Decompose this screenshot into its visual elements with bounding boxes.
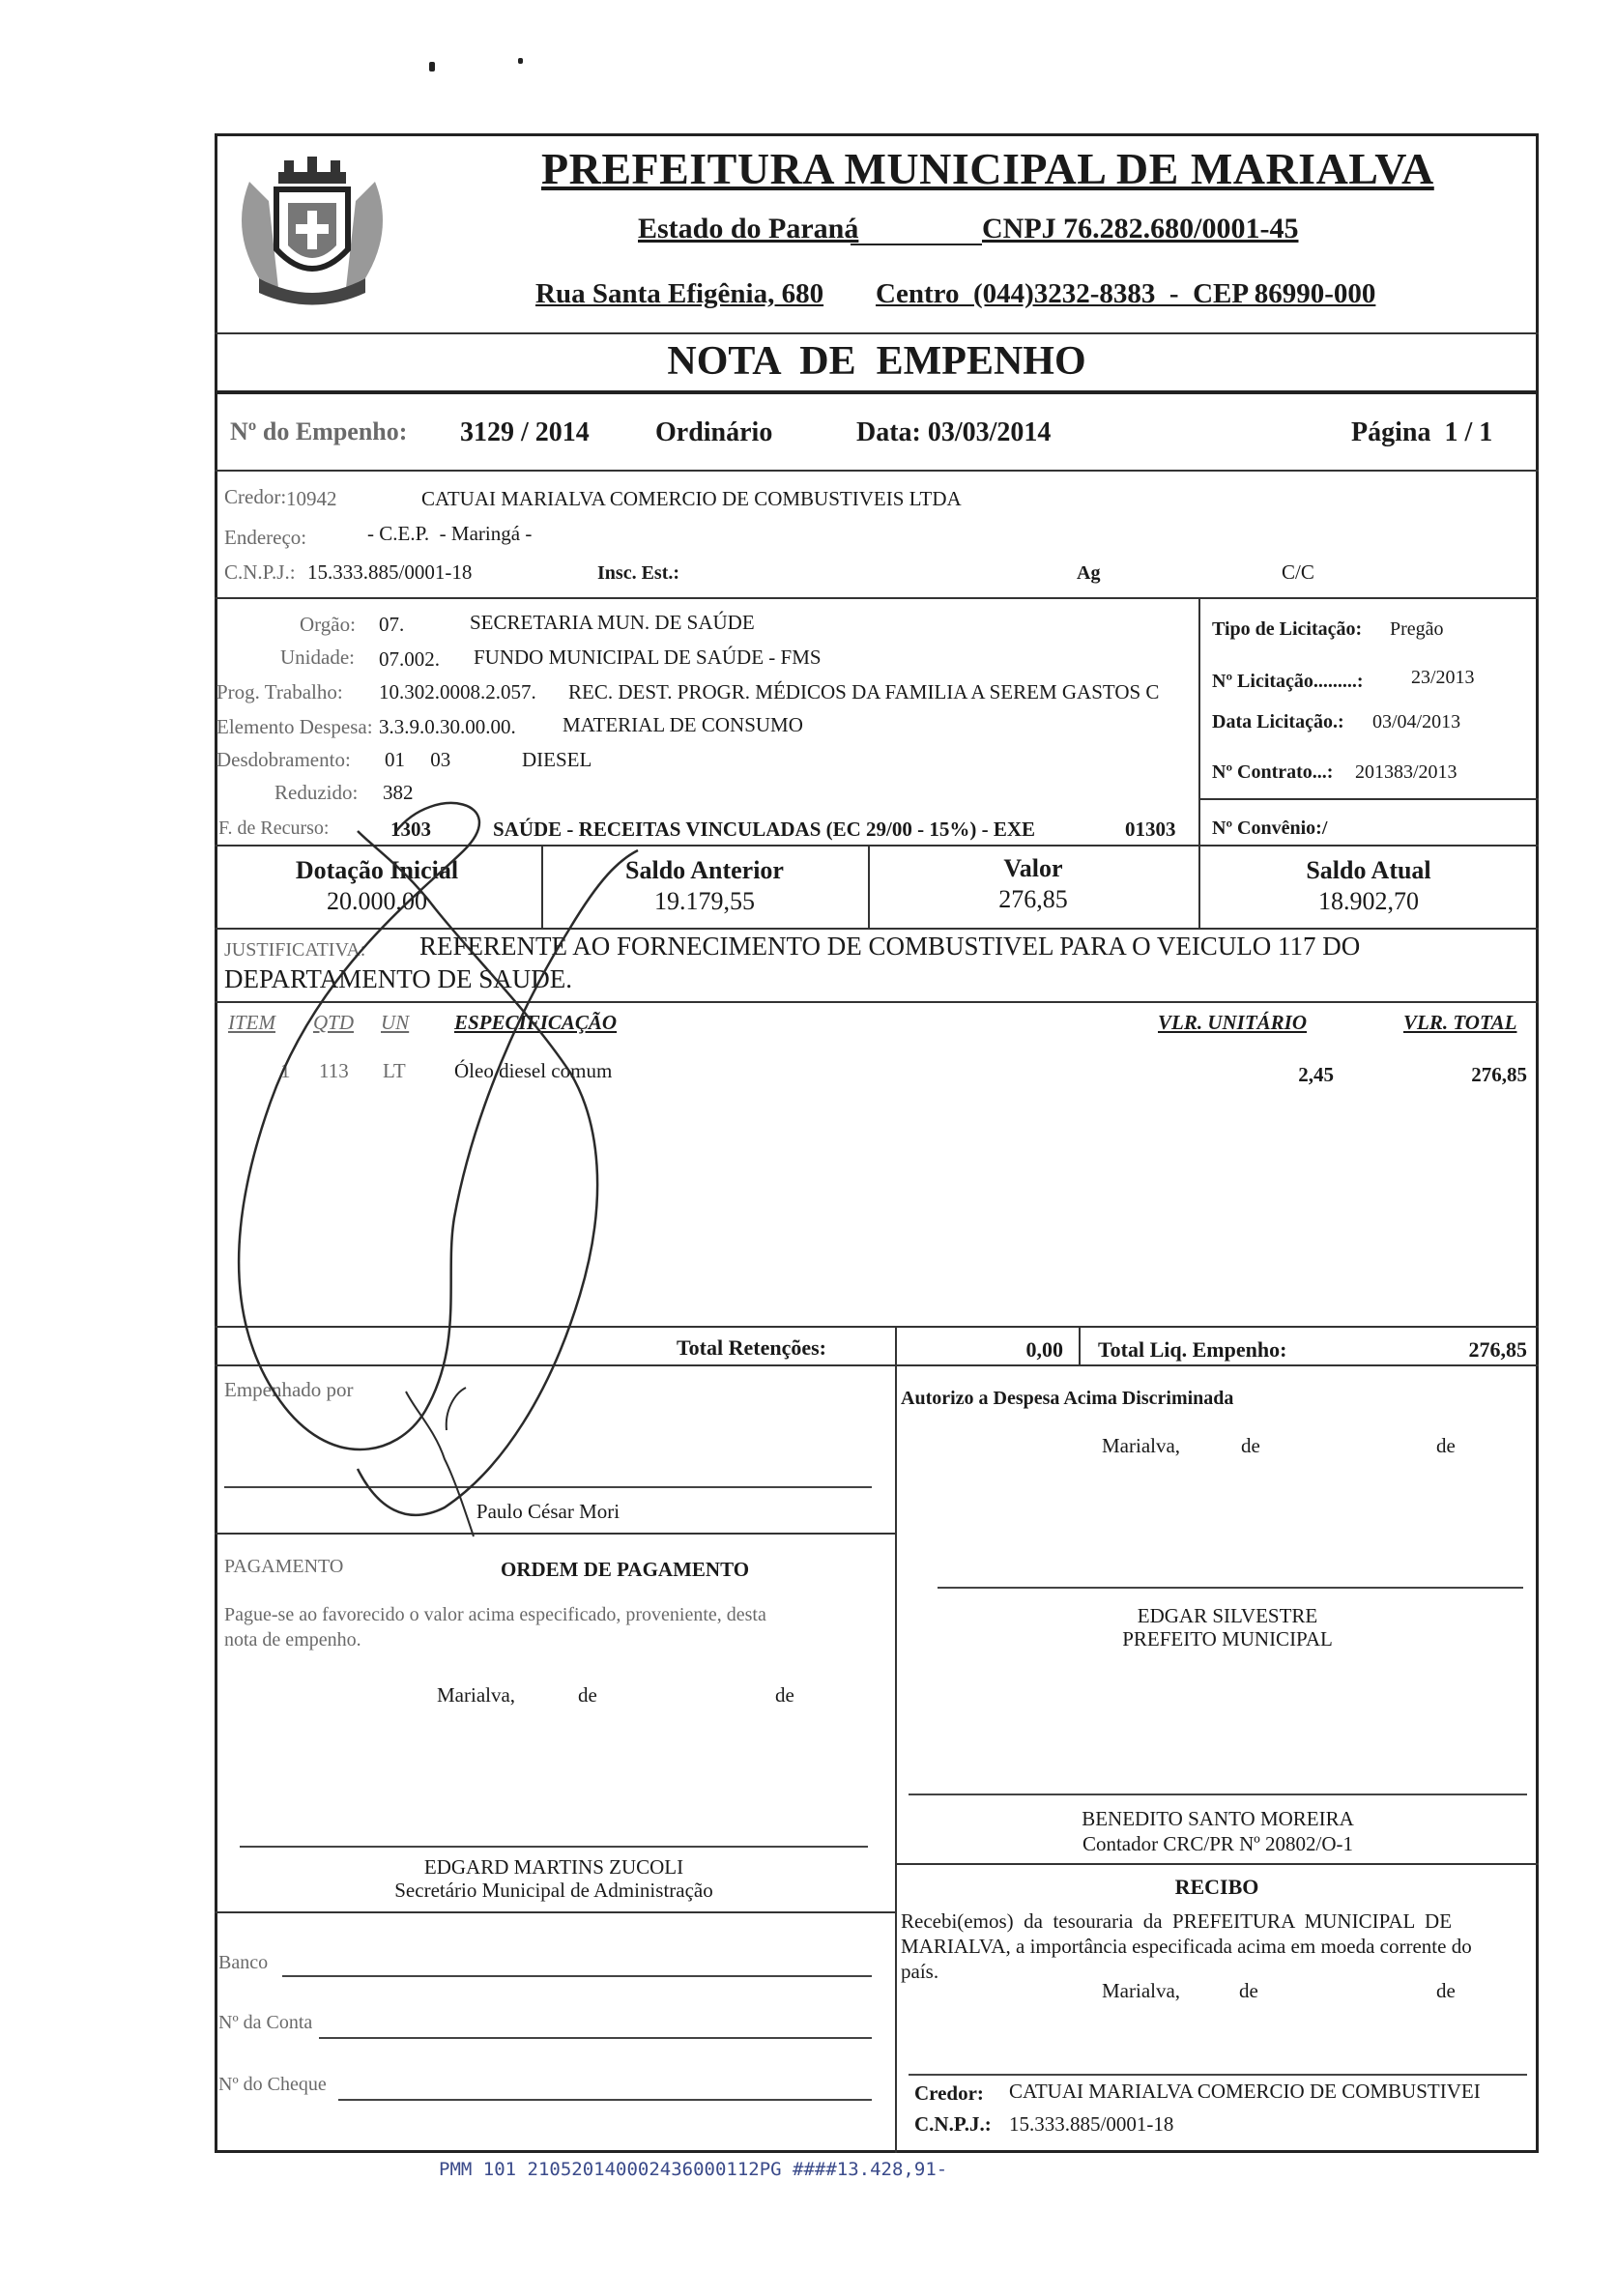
autorizo-city: Marialva,	[1102, 1434, 1181, 1457]
programa-label: Prog. Trabalho:	[216, 680, 343, 703]
page-number: Página 1 / 1	[1351, 417, 1493, 447]
liq-empenho-label: Total Liq. Empenho:	[1098, 1337, 1287, 1362]
tipo-licitacao-value: Pregão	[1390, 618, 1444, 640]
address: Rua Santa Efigênia, 680	[535, 278, 824, 309]
divider	[215, 597, 1539, 599]
pagamento-text1: Pague-se ao favorecido o valor acima especificado, proveniente, desta	[224, 1604, 766, 1625]
saldo-atual-label: Saldo Atual	[1306, 856, 1431, 884]
col-total: VLR. TOTAL	[1403, 1011, 1517, 1034]
empenho-date: Data: 03/03/2014	[856, 417, 1052, 447]
contrato-value: 201383/2013	[1355, 761, 1457, 783]
desdobramento-name: DIESEL	[522, 748, 592, 771]
item-number: 1	[280, 1059, 291, 1082]
fonte-code2: 01303	[1125, 818, 1176, 841]
saldo-atual-value: 18.902,70	[1318, 887, 1419, 915]
divider	[895, 1863, 1539, 1865]
recibo-title: RECIBO	[1174, 1875, 1259, 1899]
cheque-label: Nº do Cheque	[218, 2074, 327, 2095]
cnpj-label: C.N.P.J.:	[224, 560, 296, 584]
recibo-de1: de	[1239, 1979, 1258, 2002]
justificativa-line1: REFERENTE AO FORNECIMENTO DE COMBUSTIVEL PARA O VEICULO 117 DO	[419, 932, 1361, 961]
secretario-role: Secretário Municipal de Administração	[394, 1879, 713, 1902]
signature-line	[909, 2074, 1527, 2076]
doc-title: NOTA DE EMPENHO	[667, 339, 1086, 384]
licitacao-date-label: Data Licitação.:	[1212, 711, 1344, 732]
divider	[1198, 597, 1200, 845]
input-line	[319, 2037, 872, 2039]
address-label: Endereço:	[224, 526, 307, 549]
recibo-text3: país.	[901, 1960, 939, 1983]
insc-est-label: Insc. Est.:	[597, 562, 680, 584]
item-total: 276,85	[1471, 1063, 1527, 1086]
liq-empenho-value: 276,85	[1468, 1337, 1527, 1362]
orgao-code: 07.	[379, 613, 405, 636]
dotacao-value: 20.000,00	[327, 887, 427, 915]
phone-cep: Centro (044)3232-8383 - CEP 86990-000	[876, 278, 1376, 309]
autorizo-title: Autorizo a Despesa Acima Discriminada	[901, 1388, 1234, 1409]
saldo-anterior-value: 19.179,55	[654, 887, 755, 915]
divider	[215, 1911, 895, 1913]
item-qtd: 113	[319, 1059, 349, 1082]
handwritten-signature	[213, 792, 812, 1585]
pagamento-city: Marialva,	[437, 1683, 516, 1707]
banco-label: Banco	[218, 1952, 269, 1973]
contrato-label: Nº Contrato...:	[1212, 761, 1334, 783]
pagamento-de2: de	[775, 1683, 794, 1707]
orgao-name: SECRETARIA MUN. DE SAÚDE	[470, 611, 755, 634]
state-underline	[851, 244, 982, 245]
signature-line	[240, 1846, 868, 1848]
reduzido-label: Reduzido:	[274, 781, 359, 804]
credor-code: 10942	[286, 487, 337, 510]
retencoes-value: 0,00	[1025, 1337, 1063, 1362]
divider	[1198, 798, 1539, 800]
col-qtd: QTD	[313, 1011, 355, 1034]
recibo-city: Marialva,	[1102, 1979, 1181, 2002]
divider	[895, 1326, 897, 1364]
pagamento-de1: de	[578, 1683, 597, 1707]
licitacao-date-value: 03/04/2013	[1372, 711, 1461, 732]
fonte-name: SAÚDE - RECEITAS VINCULADAS (EC 29/00 - 15%) - EXE	[493, 818, 1036, 841]
orgao-label: Orgão:	[300, 613, 356, 636]
coat-of-arms-icon	[220, 143, 404, 317]
convenio-label: Nº Convênio:/	[1212, 818, 1328, 839]
contador-name: BENEDITO SANTO MOREIRA	[1082, 1807, 1354, 1830]
tipo-licitacao-label: Tipo de Licitação:	[1212, 618, 1363, 640]
elemento-name: MATERIAL DE CONSUMO	[563, 713, 803, 736]
licitacao-number-label: Nº Licitação.........:	[1212, 671, 1364, 692]
recibo-cnpj-value: 15.333.885/0001-18	[1009, 2112, 1174, 2136]
col-unit-price: VLR. UNITÁRIO	[1158, 1011, 1308, 1034]
elemento-code: 3.3.9.0.30.00.00.	[379, 715, 516, 738]
secretario-name: EDGARD MARTINS ZUCOLI	[423, 1855, 684, 1879]
state-label: Estado do Paraná	[638, 213, 859, 244]
ordem-pagamento-title: ORDEM DE PAGAMENTO	[501, 1558, 750, 1581]
col-spec: ESPECIFICAÇÃO	[454, 1011, 618, 1034]
address-value: - C.E.P. - Maringá -	[367, 522, 533, 545]
reduzido-value: 382	[383, 781, 414, 804]
credor-name: CATUAI MARIALVA COMERCIO DE COMBUSTIVEIS LTDA	[421, 487, 962, 510]
unidade-label: Unidade:	[280, 646, 355, 669]
prefeito-name: EDGAR SILVESTRE	[1137, 1604, 1318, 1627]
empenho-number: 3129 / 2014	[460, 417, 590, 447]
saldo-anterior-label: Saldo Anterior	[625, 856, 784, 884]
desdobramento-code: 01 03	[385, 748, 451, 771]
input-line	[282, 1975, 872, 1977]
justificativa-line2: DEPARTAMENTO DE SAUDE.	[224, 964, 572, 993]
retencoes-label: Total Retenções:	[677, 1335, 826, 1360]
unidade-code: 07.002.	[379, 647, 440, 671]
signature-line	[938, 1587, 1523, 1589]
page-title: PREFEITURA MUNICIPAL DE MARIALVA	[541, 144, 1434, 193]
item-unit-price: 2,45	[1298, 1063, 1334, 1086]
empenho-label: Nº do Empenho:	[230, 417, 408, 445]
fonte-label: F. de Recurso:	[218, 818, 330, 839]
prefeitura-cnpj: CNPJ 76.282.680/0001-45	[982, 213, 1299, 244]
prefeito-role: PREFEITO MUNICIPAL	[1122, 1627, 1333, 1650]
dotacao-label: Dotação Inicial	[295, 856, 459, 884]
empenhado-name: Paulo César Mori	[476, 1500, 620, 1523]
desdobramento-label: Desdobramento:	[216, 748, 351, 771]
signature-line	[909, 1794, 1527, 1795]
recibo-credor-label: Credor:	[914, 2081, 984, 2105]
licitacao-number-value: 23/2013	[1411, 667, 1475, 688]
divider	[215, 332, 1539, 334]
recibo-text2: MARIALVA, a importância especificada acima em moeda corrente do	[901, 1935, 1472, 1958]
empenho-type: Ordinário	[655, 417, 773, 447]
programa-code: 10.302.0008.2.057.	[379, 680, 536, 703]
input-line	[338, 2099, 872, 2101]
autorizo-de2: de	[1436, 1434, 1456, 1457]
scan-mark	[429, 62, 435, 72]
col-un: UN	[381, 1011, 410, 1034]
credor-label: Credor:	[224, 485, 287, 508]
item-spec: Óleo diesel comum	[454, 1059, 613, 1082]
ag-label: Ag	[1077, 562, 1101, 584]
elemento-label: Elemento Despesa:	[216, 715, 373, 738]
credor-cnpj: 15.333.885/0001-18	[307, 560, 473, 584]
recibo-de2: de	[1436, 1979, 1456, 2002]
empenhado-label: Empenhado por	[224, 1378, 354, 1401]
divider	[895, 1364, 897, 2153]
valor-value: 276,85	[998, 885, 1068, 913]
recibo-cnpj-label: C.N.P.J.:	[914, 2112, 992, 2136]
recibo-text1: Recebi(emos) da tesouraria da PREFEITURA MUNICIPAL DE	[901, 1909, 1453, 1933]
valor-label: Valor	[1003, 854, 1063, 882]
pagamento-text2: nota de empenho.	[224, 1629, 361, 1650]
col-item: ITEM	[228, 1011, 275, 1034]
recibo-credor-name: CATUAI MARIALVA COMERCIO DE COMBUSTIVEI	[1009, 2080, 1481, 2103]
divider	[215, 390, 1539, 394]
conta-label: Nº da Conta	[218, 2012, 313, 2033]
programa-name: REC. DEST. PROGR. MÉDICOS DA FAMILIA A SEREM GASTOS C	[568, 680, 1160, 703]
unidade-name: FUNDO MUNICIPAL DE SAÚDE - FMS	[474, 646, 822, 669]
bank-stamp: PMM 101 210520140002436000112PG ####13.428,91-	[439, 2159, 948, 2180]
justificativa-label: JUSTIFICATIVA:	[224, 939, 366, 961]
divider	[215, 470, 1539, 472]
fonte-code: 1303	[390, 818, 431, 841]
item-un: LT	[383, 1059, 406, 1082]
scan-mark	[518, 58, 523, 64]
autorizo-de1: de	[1241, 1434, 1260, 1457]
contador-role: Contador CRC/PR Nº 20802/O-1	[1082, 1832, 1354, 1855]
cc-label: C/C	[1282, 560, 1314, 584]
divider	[1079, 1326, 1081, 1364]
pagamento-label: PAGAMENTO	[224, 1556, 344, 1577]
